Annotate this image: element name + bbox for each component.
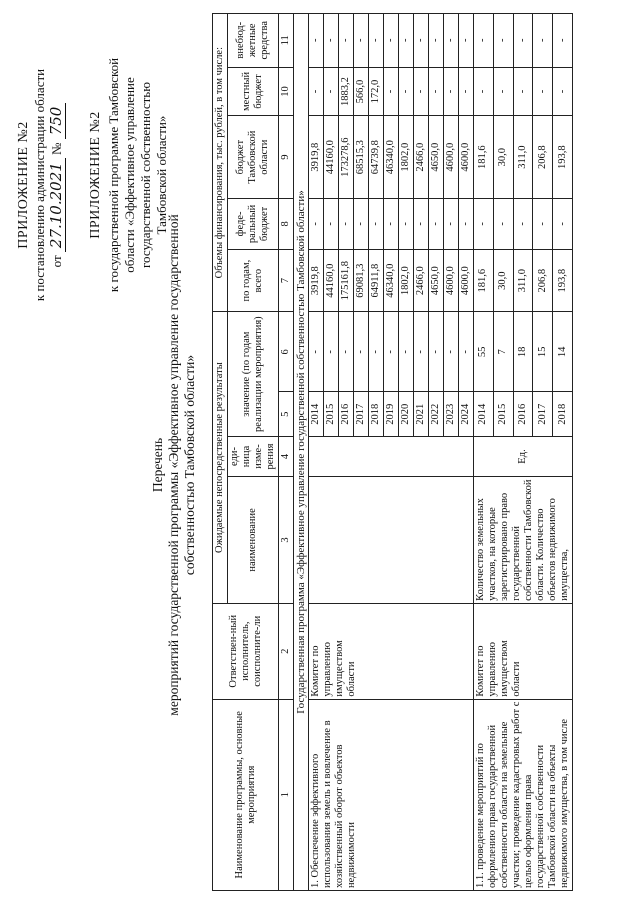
col-num: 11 [279, 14, 294, 68]
cell-extra: - [324, 14, 339, 68]
cell-federal: - [444, 198, 459, 249]
cell-local: - [414, 67, 429, 116]
cell-value: 14 [553, 312, 573, 392]
cell-local: - [474, 67, 494, 116]
cell-value: - [429, 312, 444, 392]
cell-year: 2019 [384, 392, 399, 437]
appendix2-title: ПРИЛОЖЕНИЕ №2 [88, 111, 103, 239]
cell-value: - [339, 312, 354, 392]
cell-extra: - [474, 14, 494, 68]
cell-federal: - [429, 198, 444, 249]
cell-value: - [309, 312, 324, 392]
cell-total: 69081,3 [354, 250, 369, 312]
cell-year: 2018 [553, 392, 573, 437]
cell-regional: 3919,8 [309, 116, 324, 198]
col-num: 2 [279, 603, 294, 699]
col-num: 10 [279, 67, 294, 116]
cell-extra: - [309, 14, 324, 68]
cell-extra: - [429, 14, 444, 68]
cell-regional: 4600,0 [459, 116, 474, 198]
cell-total: 4600,0 [444, 250, 459, 312]
cell-extra: - [369, 14, 384, 68]
cell-local: - [429, 67, 444, 116]
cell-total: 3919,8 [309, 250, 324, 312]
cell-total: 2466,0 [414, 250, 429, 312]
cell-year: 2018 [369, 392, 384, 437]
cell-total: 46340,0 [384, 250, 399, 312]
measure-executor: Комитет по управлению имуществом области [474, 603, 573, 699]
table-row [474, 14, 494, 891]
cell-local: - [513, 67, 533, 116]
cell-extra: - [354, 14, 369, 68]
cell-local: - [324, 67, 339, 116]
cell-year: 2016 [339, 392, 354, 437]
measure-executor: Комитет по управлению имуществом области [309, 603, 474, 699]
cell-regional: 30,0 [493, 116, 513, 198]
cell-total: 1802,0 [399, 250, 414, 312]
cell-local: 1883,2 [339, 67, 354, 116]
cell-federal: - [309, 198, 324, 249]
cell-extra: - [533, 14, 553, 68]
header-fin-extra: внебюд-жетные средства [228, 14, 279, 68]
cell-local: - [553, 67, 573, 116]
cell-local: 566,0 [354, 67, 369, 116]
cell-federal: - [324, 198, 339, 249]
appendix1-from-label: от [49, 255, 64, 268]
cell-year: 2017 [354, 392, 369, 437]
cell-federal: - [354, 198, 369, 249]
appendix1-line1: к постановлению администрации области [32, 68, 47, 302]
cell-regional: 2466,0 [414, 116, 429, 198]
appendix2-line4: Тамбовской области» [154, 115, 169, 235]
col-num: 6 [279, 312, 294, 392]
cell-extra: - [399, 14, 414, 68]
cell-total: 193,8 [553, 250, 573, 312]
appendix2-line3: государственной собственностью [138, 82, 153, 268]
cell-local: - [459, 67, 474, 116]
cell-total: 4650,0 [429, 250, 444, 312]
cell-extra: - [513, 14, 533, 68]
appendix1-date: 27.10.2021 [47, 158, 66, 252]
header-result-unit: еди-ница изме-рения [228, 436, 279, 476]
cell-extra: - [414, 14, 429, 68]
header-executor: Ответствен-ный исполнитель, соисполните-ли [213, 603, 279, 699]
cell-regional: 68515,3 [354, 116, 369, 198]
appendix1-date-line [48, 25, 65, 345]
header-financing: Объемы финансирования, тыс. рублей, в том числе: [213, 14, 228, 312]
appendix1-title: ПРИЛОЖЕНИЕ №2 [16, 121, 31, 249]
col-num: 4 [279, 436, 294, 476]
cell-local: - [493, 67, 513, 116]
result-unit: Ед. [474, 436, 573, 476]
cell-federal: - [399, 198, 414, 249]
header-fin-federal: феде-ральный бюджет [228, 198, 279, 249]
measure-name: 1.1. проведение мероприятий по оформлению права государственной собственности области на земельные участки; проведение кадастровых работ с целью оформления права государственной собственности Тамбовской области на объекты недвижимого имущества, в том числе [474, 699, 573, 890]
cell-federal: - [513, 198, 533, 249]
header-result-name: наименование [228, 477, 279, 604]
cell-year: 2017 [533, 392, 553, 437]
appendix1-number-label: № [49, 142, 64, 155]
cell-total: 206,8 [533, 250, 553, 312]
measure-name: 1. Обеспечение эффективного использования земель и вовлечение в хозяйственный оборот объектов недвижимости [309, 699, 474, 890]
cell-value: - [354, 312, 369, 392]
cell-year: 2014 [474, 392, 494, 437]
cell-federal: - [533, 198, 553, 249]
cell-year: 2015 [493, 392, 513, 437]
cell-value: 55 [474, 312, 494, 392]
cell-extra: - [553, 14, 573, 68]
cell-value: - [444, 312, 459, 392]
cell-local: - [384, 67, 399, 116]
cell-federal: - [339, 198, 354, 249]
cell-extra: - [459, 14, 474, 68]
cell-year: 2020 [399, 392, 414, 437]
header-expected-results: Ожидаемые непосредственные результаты [213, 312, 228, 604]
result-name-empty [309, 477, 474, 604]
cell-federal: - [384, 198, 399, 249]
cell-regional: 206,8 [533, 116, 553, 198]
header-name: Наименование программы, основные мероприятия [213, 699, 279, 890]
result-unit-empty [309, 436, 474, 476]
cell-total: 181,6 [474, 250, 494, 312]
header-fin-regional: бюджет Тамбовской области [228, 116, 279, 198]
cell-regional: 1802,0 [399, 116, 414, 198]
cell-value: - [369, 312, 384, 392]
cell-federal: - [493, 198, 513, 249]
col-num: 9 [279, 116, 294, 198]
cell-value: - [384, 312, 399, 392]
cell-local: - [399, 67, 414, 116]
cell-year: 2024 [459, 392, 474, 437]
cell-value: 15 [533, 312, 553, 392]
cell-year: 2023 [444, 392, 459, 437]
cell-value: - [414, 312, 429, 392]
cell-extra: - [339, 14, 354, 68]
header-fin-local: местный бюджет [228, 67, 279, 116]
header-fin-total: по годам, всего [228, 250, 279, 312]
program-title-row [294, 14, 309, 891]
cell-year: 2022 [429, 392, 444, 437]
program-title: Государственная программа «Эффективное управление государственной собственностью Тамбовской области» [294, 14, 309, 891]
table-row [309, 14, 324, 891]
cell-total: 64911,8 [369, 250, 384, 312]
cell-regional: 311,0 [513, 116, 533, 198]
appendix-header-decree [16, 25, 65, 345]
cell-local: - [444, 67, 459, 116]
result-name: Количество земельных участков, на которые зарегистрировано право государственной собственности Тамбовской области. Количество объектов недвижимого имущества, [474, 477, 573, 604]
cell-value: 7 [493, 312, 513, 392]
cell-value: - [399, 312, 414, 392]
document-title [150, 145, 198, 785]
col-num: 3 [279, 477, 294, 604]
cell-year: 2016 [513, 392, 533, 437]
cell-regional: 181,6 [474, 116, 494, 198]
cell-regional: 173278,6 [339, 116, 354, 198]
measures-table [212, 13, 573, 891]
title-line3: собственностью Тамбовской области» [182, 354, 197, 576]
cell-local: - [533, 67, 553, 116]
cell-federal: - [459, 198, 474, 249]
cell-extra: - [384, 14, 399, 68]
cell-regional: 44160,0 [324, 116, 339, 198]
cell-total: 311,0 [513, 250, 533, 312]
cell-regional: 64739,8 [369, 116, 384, 198]
cell-regional: 4600,0 [444, 116, 459, 198]
cell-federal: - [553, 198, 573, 249]
cell-extra: - [444, 14, 459, 68]
cell-value: - [459, 312, 474, 392]
cell-federal: - [474, 198, 494, 249]
title-line1: Перечень [150, 437, 165, 493]
cell-extra: - [493, 14, 513, 68]
cell-regional: 46340,0 [384, 116, 399, 198]
cell-federal: - [414, 198, 429, 249]
col-num: 8 [279, 198, 294, 249]
cell-total: 44160,0 [324, 250, 339, 312]
appendix2-line2: области «Эффективное управление [122, 77, 137, 273]
appendix1-number: 750 [47, 103, 66, 140]
cell-year: 2021 [414, 392, 429, 437]
cell-total: 30,0 [493, 250, 513, 312]
cell-total: 4600,0 [459, 250, 474, 312]
cell-federal: - [369, 198, 384, 249]
col-num: 5 [279, 392, 294, 437]
cell-local: 172,0 [369, 67, 384, 116]
appendix2-line1: к государственной программе Тамбовской [106, 57, 121, 293]
header-result-value: значение (по годам реализации мероприятия) [228, 312, 279, 437]
cell-total: 175161,8 [339, 250, 354, 312]
cell-value: - [324, 312, 339, 392]
col-num: 7 [279, 250, 294, 312]
cell-year: 2014 [309, 392, 324, 437]
cell-year: 2015 [324, 392, 339, 437]
cell-regional: 4650,0 [429, 116, 444, 198]
title-line2: мероприятий государственной программы «Эффективное управление государственной [166, 214, 181, 716]
cell-regional: 193,8 [553, 116, 573, 198]
cell-value: 18 [513, 312, 533, 392]
col-num: 1 [279, 699, 294, 890]
column-number-row [279, 14, 294, 891]
cell-local: - [309, 67, 324, 116]
